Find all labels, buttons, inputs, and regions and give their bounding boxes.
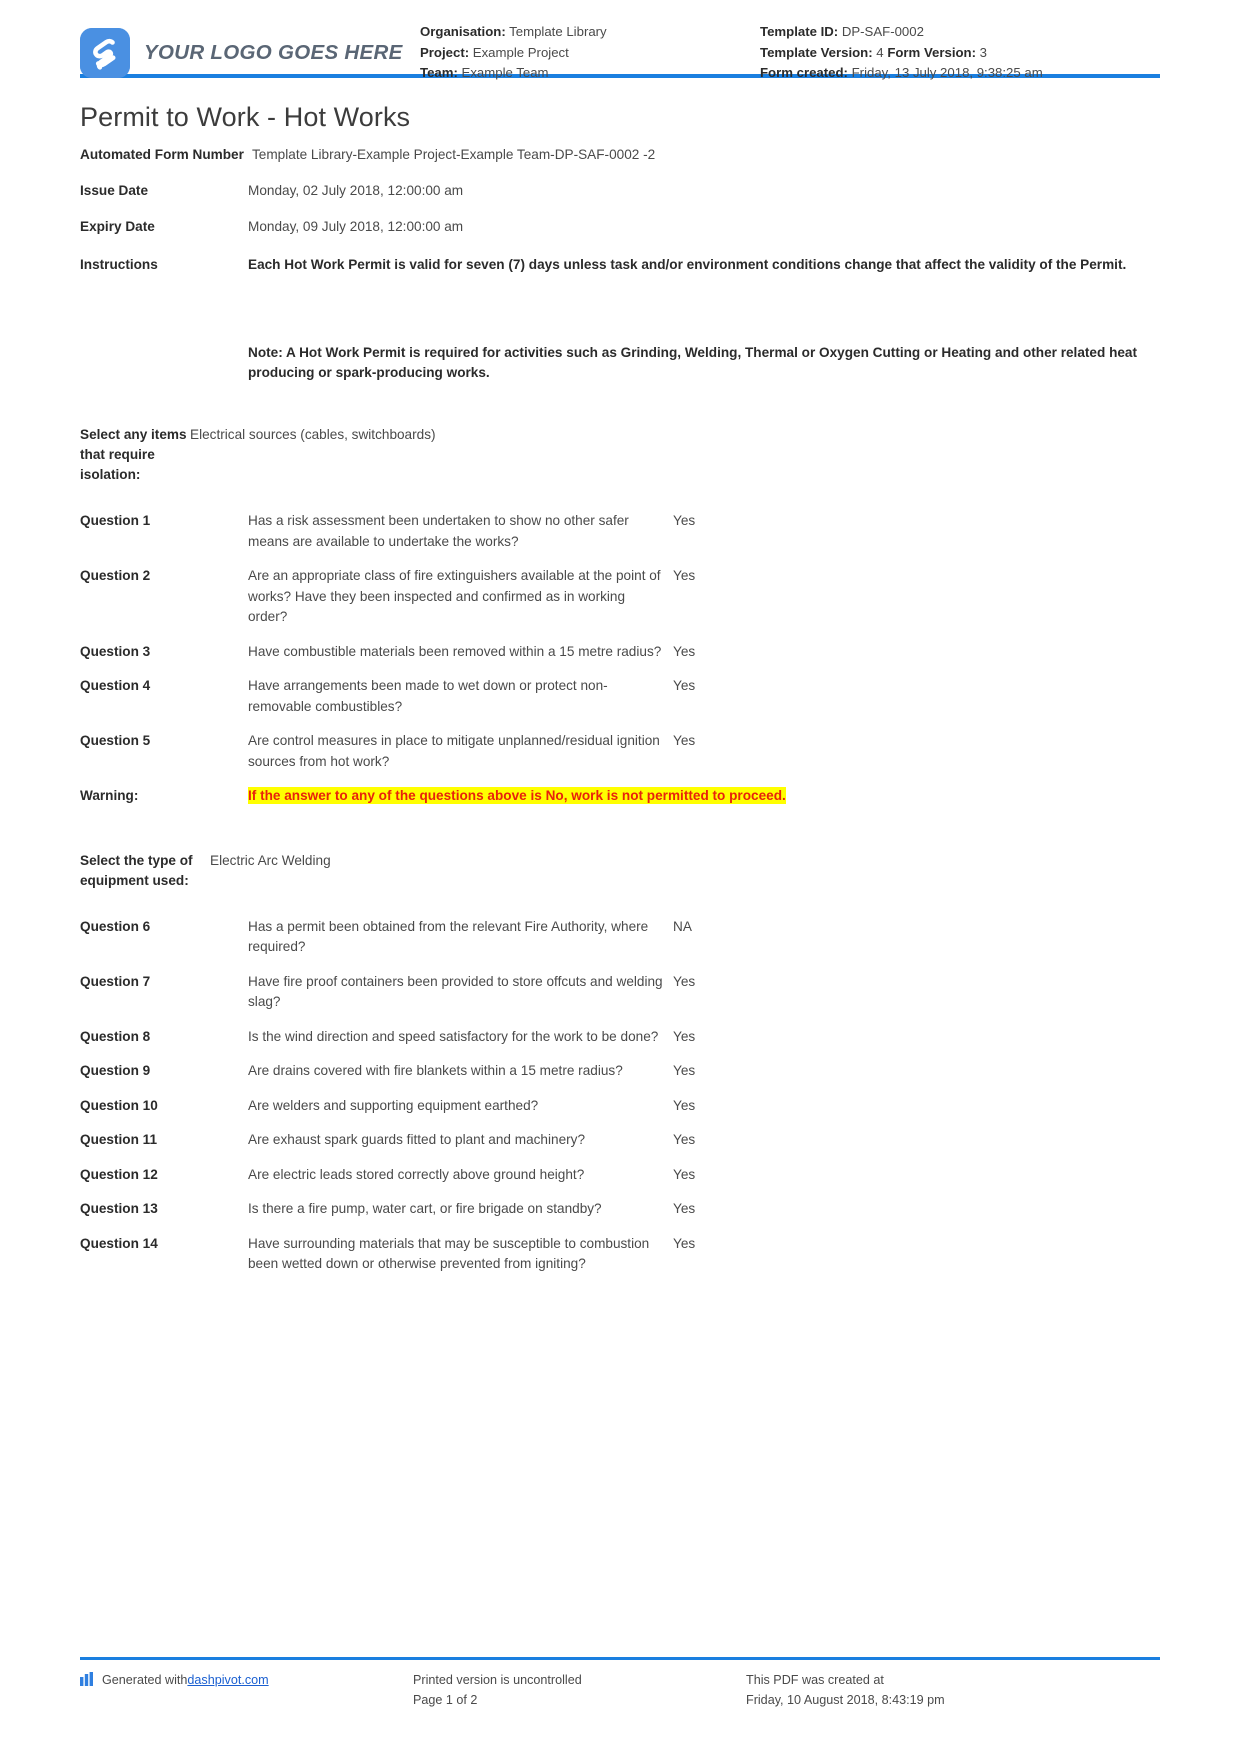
bar-chart-icon: [80, 1672, 95, 1692]
question-answer: Yes: [673, 973, 696, 989]
meta-form-version-label: Form Version:: [887, 44, 976, 60]
field-label: Select any items that require isolation:: [80, 427, 187, 482]
question-text: Is there a fire pump, water cart, or fire brigade on standby?: [248, 1201, 602, 1216]
question-answer: Yes: [673, 1028, 696, 1044]
dashpivot-link[interactable]: dashpivot.com: [187, 1673, 269, 1687]
question-answer: Yes: [673, 643, 696, 659]
meta-project: [420, 43, 760, 64]
field-value: Electric Arc Welding: [210, 852, 331, 868]
question-label: Question 13: [80, 1201, 158, 1216]
field-equipment-type: [80, 851, 1160, 891]
document-header: [80, 0, 1160, 80]
document-footer: [80, 1657, 1160, 1710]
field-label: Automated Form Number: [80, 147, 244, 162]
question-label: Question 1: [80, 513, 151, 528]
warning-label: Warning:: [80, 788, 139, 803]
warning-text-wrap: [248, 786, 1160, 807]
note-text: Note: A Hot Work Permit is required for activities such as Grinding, Welding, Thermal or Oxygen Cutting or Heating and other related heat producing or spark-producing works.: [248, 345, 1138, 380]
question-text: Are drains covered with fire blankets within a 15 metre radius?: [248, 1063, 623, 1078]
meta-template-version-label: Template Version:: [760, 44, 873, 60]
question-text: Have surrounding materials that may be susceptible to combustion been wetted down or otherwise prevented from igniting?: [248, 1235, 650, 1271]
spacer: [80, 395, 1160, 425]
question-row: [80, 1199, 1160, 1220]
field-value: Template Library-Example Project-Example Team-DP-SAF-0002 -2: [252, 147, 656, 162]
question-label: Question 5: [80, 733, 151, 748]
logo-text: YOUR LOGO GOES HERE: [144, 41, 403, 64]
question-row: [80, 1130, 1160, 1151]
field-label: Expiry Date: [80, 219, 155, 234]
footer-created-date: Friday, 10 August 2018, 8:43:19 pm: [746, 1693, 945, 1707]
question-label: Question 2: [80, 568, 151, 583]
field-label: Select the type of equipment used:: [80, 852, 193, 888]
question-row: [80, 1234, 1160, 1275]
field-label: Issue Date: [80, 183, 149, 198]
meta-template-id-label: Template ID:: [760, 24, 839, 39]
question-answer: Yes: [673, 733, 696, 748]
meta-template-version-value: 4: [876, 44, 884, 60]
field-label: Instructions: [80, 257, 158, 272]
field-issue-date: [80, 181, 1160, 201]
question-answer: Yes: [673, 1235, 696, 1251]
question-label: Question 10: [80, 1097, 158, 1113]
question-label: Question 8: [80, 1028, 151, 1044]
question-text: Has a risk assessment been undertaken to show no other safer means are available to undertake the works?: [248, 513, 629, 549]
meta-project-label: Project:: [420, 44, 470, 60]
question-row: [80, 731, 1160, 772]
field-value: Monday, 09 July 2018, 12:00:00 am: [248, 219, 464, 234]
question-row: [80, 1165, 1160, 1186]
question-answer: Yes: [673, 1097, 696, 1113]
header-meta-left: [420, 22, 760, 84]
question-row: [80, 917, 1160, 958]
question-label: Question 9: [80, 1063, 151, 1078]
field-automated-form-number: [80, 145, 1160, 165]
question-row: [80, 642, 1160, 663]
field-isolation-items: [80, 425, 1160, 485]
footer-uncontrolled: [413, 1670, 746, 1710]
question-text: Has a permit been obtained from the relevant Fire Authority, where required?: [248, 918, 649, 954]
note-row: [80, 343, 1160, 383]
question-answer: NA: [673, 918, 692, 934]
spacer: [80, 821, 1160, 851]
question-answer: Yes: [673, 1063, 696, 1078]
footer-uncontrolled-text: Printed version is uncontrolled: [413, 1673, 582, 1687]
field-expiry-date: [80, 217, 1160, 237]
meta-form-created: [760, 63, 1160, 84]
question-answer: Yes: [673, 568, 696, 583]
question-text: Have fire proof containers been provided to store offcuts and welding slag?: [248, 973, 663, 1009]
question-label: Question 12: [80, 1166, 158, 1182]
logo-block: [80, 22, 420, 78]
spacer: [80, 287, 1160, 343]
warning-row: [80, 786, 1160, 807]
question-row: [80, 511, 1160, 552]
spacer: [80, 903, 1160, 917]
question-row: [80, 676, 1160, 717]
page-title: Permit to Work - Hot Works: [80, 102, 411, 132]
question-label: Question 3: [80, 643, 151, 659]
question-text: Are welders and supporting equipment earthed?: [248, 1097, 539, 1113]
meta-organisation-label: Organisation:: [420, 24, 506, 39]
field-instructions: [80, 255, 1160, 275]
meta-team: [420, 63, 760, 84]
meta-team-value: Example Team: [461, 65, 549, 80]
question-text: Are control measures in place to mitigate unplanned/residual ignition sources from hot work?: [248, 733, 660, 769]
meta-organisation-value: Template Library: [509, 24, 607, 39]
footer-generated: [80, 1670, 413, 1710]
question-text: Are exhaust spark guards fitted to plant and machinery?: [248, 1132, 586, 1147]
question-row: [80, 566, 1160, 628]
field-value: Each Hot Work Permit is valid for seven (7) days unless task and/or environment conditions change that affect the validity of the Permit.: [248, 257, 1127, 272]
warning-text: If the answer to any of the questions above is No, work is not permitted to proceed.: [248, 788, 786, 803]
question-label: Question 4: [80, 678, 151, 693]
footer-created: [746, 1670, 1079, 1710]
question-row: [80, 972, 1160, 1013]
meta-template-id-value: DP-SAF-0002: [841, 24, 924, 39]
question-text: Are electric leads stored correctly above ground height?: [248, 1166, 585, 1182]
footer-created-text: This PDF was created at: [746, 1673, 884, 1687]
meta-team-label: Team:: [420, 65, 458, 80]
question-answer: Yes: [673, 513, 696, 528]
meta-project-value: Example Project: [472, 44, 569, 60]
meta-template-id: [760, 22, 1160, 43]
field-value: Electrical sources (cables, switchboards): [190, 427, 436, 442]
field-value: Monday, 02 July 2018, 12:00:00 am: [248, 183, 464, 198]
question-text: Are an appropriate class of fire extinguishers available at the point of works? Have they been inspected and confirmed as in working order?: [248, 568, 661, 624]
meta-organisation: [420, 22, 760, 43]
question-row: [80, 1096, 1160, 1117]
footer-page-number: Page 1 of 2: [413, 1693, 478, 1707]
meta-form-created-value: Friday, 13 July 2018, 9:38:25 am: [851, 65, 1043, 80]
question-label: Question 14: [80, 1235, 158, 1251]
spacer: [80, 497, 1160, 511]
question-text: Is the wind direction and speed satisfactory for the work to be done?: [248, 1028, 659, 1044]
question-answer: Yes: [673, 1166, 696, 1182]
question-answer: Yes: [673, 678, 696, 693]
header-meta-right: [760, 22, 1160, 84]
dashpivot-s-logo-icon: [80, 28, 130, 78]
footer-generated-prefix: Generated with: [102, 1673, 188, 1687]
question-answer: Yes: [673, 1201, 696, 1216]
footer-divider: [80, 1657, 1160, 1660]
question-row: [80, 1027, 1160, 1048]
meta-form-created-label: Form created:: [760, 65, 848, 80]
question-label: Question 11: [80, 1132, 158, 1147]
meta-form-version-value: 3: [979, 44, 987, 60]
question-answer: Yes: [673, 1132, 696, 1147]
meta-template-version: [760, 43, 1160, 64]
question-row: [80, 1061, 1160, 1082]
question-label: Question 7: [80, 973, 151, 989]
question-label: Question 6: [80, 918, 151, 934]
question-text: Have combustible materials been removed within a 15 metre radius?: [248, 643, 662, 659]
question-text: Have arrangements been made to wet down or protect non-removable combustibles?: [248, 678, 608, 714]
